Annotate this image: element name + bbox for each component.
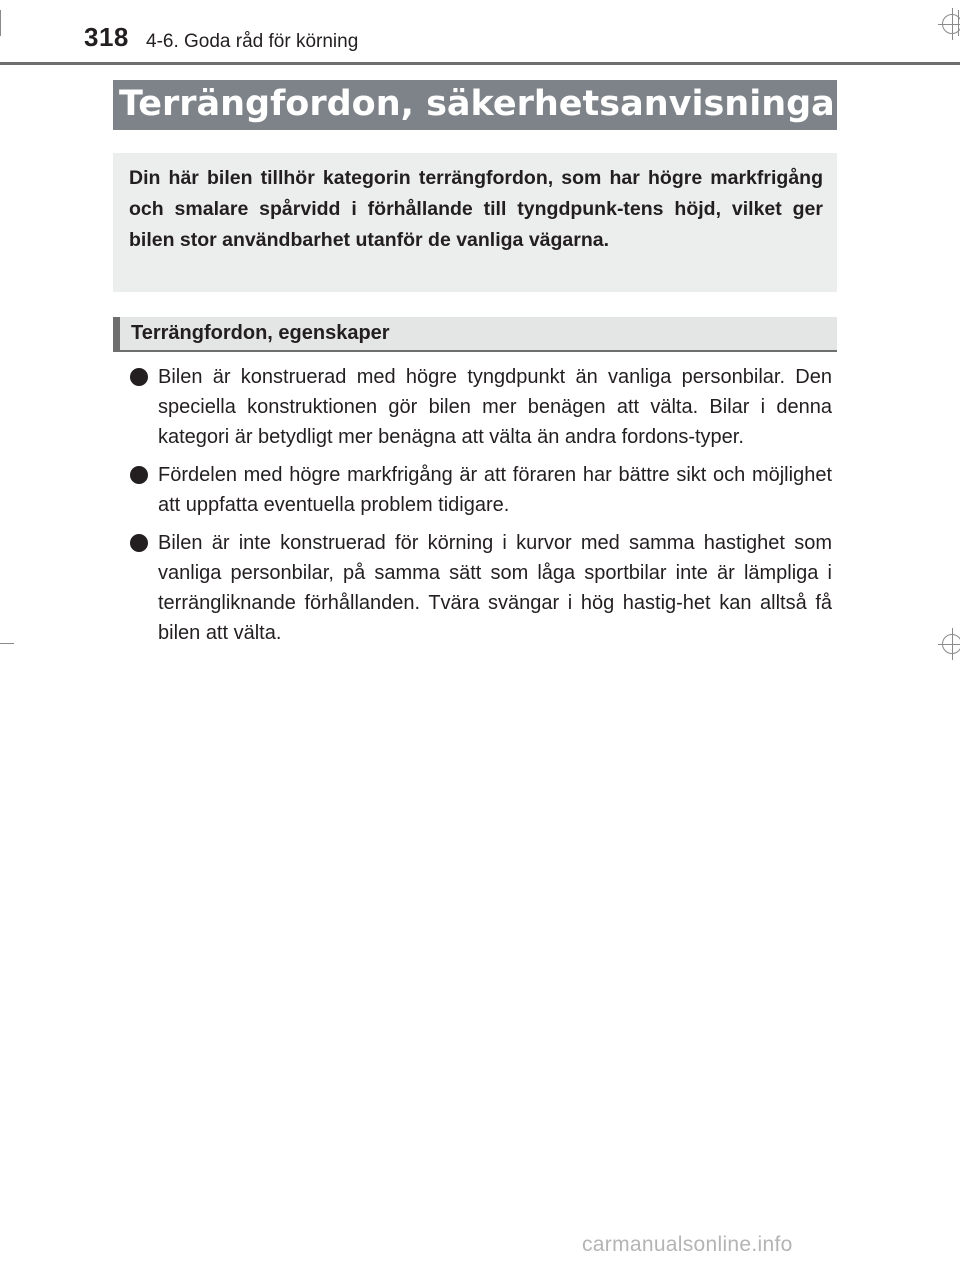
title-bar [113, 80, 853, 130]
list-item-text: Bilen är konstruerad med högre tyngdpunkt än vanliga personbilar. Den speciella konstruktionen gör bilen mer benägen att välta. Bilar i denna kategori är betydligt mer benägna att välta än andra fordons-typer. [158, 366, 832, 448]
list-item [128, 528, 832, 648]
subsection-header [113, 317, 837, 352]
header-rule [0, 62, 960, 65]
bullet-list [128, 362, 832, 656]
section-reference: 4-6. Goda råd för körning [146, 31, 359, 52]
crop-mark-left-mid [0, 643, 14, 644]
subsection-heading: Terrängfordon, egenskaper [131, 322, 390, 344]
bullet-icon [130, 368, 148, 386]
list-item [128, 362, 832, 452]
bullet-icon [130, 534, 148, 552]
crop-mark-top-left [0, 10, 1, 36]
bullet-icon [130, 466, 148, 484]
list-item-text: Bilen är inte konstruerad för körning i kurvor med samma hastighet som vanliga personbilar, på samma sätt som låga sportbilar inte är lämpliga i terrängliknande förhållanden. Tvära svängar i hög hastig-het kan alltså få bilen att välta. [158, 532, 832, 644]
intro-text: Din här bilen tillhör kategorin terrängfordon, som har högre markfrigång och smalare spårvidd i förhållande till tyngdpunk-tens höjd, vilket ger bilen stor användbarhet utanför de vanliga vägarna. [129, 167, 823, 251]
page-title: Terrängfordon, säkerhetsanvisningar [119, 84, 853, 124]
subsection-accent-bar [113, 317, 120, 350]
page-number: 318 [84, 22, 129, 52]
watermark: carmanualsonline.info [582, 1233, 793, 1256]
list-item-text: Fördelen med högre markfrigång är att föraren har bättre sikt och möjlighet att uppfatta eventuella problem tidigare. [158, 464, 832, 516]
intro-box [113, 153, 837, 292]
list-item [128, 460, 832, 520]
